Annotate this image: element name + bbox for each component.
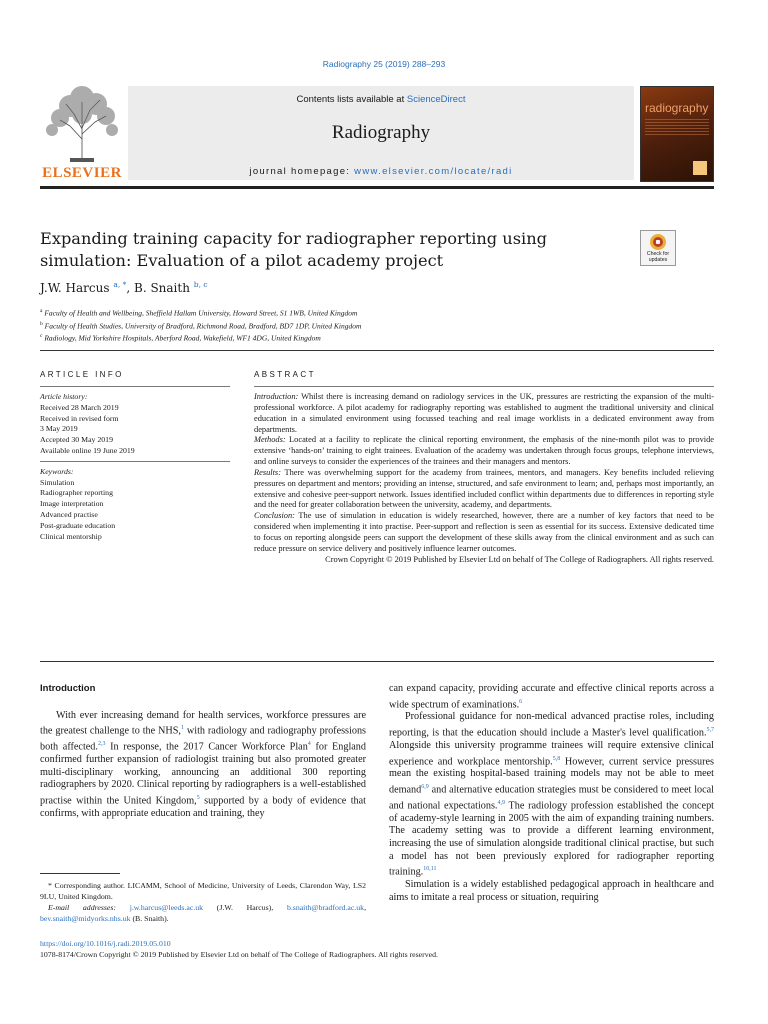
author-harcus-affil[interactable]: a, *: [113, 280, 127, 289]
footnote-divider: [40, 873, 120, 874]
history-item: Available online 19 June 2019: [40, 445, 135, 455]
article-history: [40, 386, 230, 457]
page-footer: [40, 938, 714, 960]
affiliation-b-text: Faculty of Health Studies, University of Bradford, Richmond Road, Bradford, BD7 1DP, United Kingdom: [44, 321, 362, 330]
reference-link[interactable]: 5,8: [552, 755, 561, 762]
check-for-updates-button[interactable]: [640, 230, 676, 266]
author-separator: ,: [126, 281, 134, 295]
journal-title: Radiography: [331, 122, 431, 143]
journal-cover-thumbnail[interactable]: [640, 86, 714, 182]
abstract-conclusion: [254, 511, 714, 554]
cover-text-lines: [645, 119, 709, 137]
affiliation-b-marker: b: [40, 320, 43, 327]
elsevier-tree-icon: [40, 84, 124, 164]
affiliation-b: [40, 319, 680, 332]
article-title: Expanding training capacity for radiographer reporting using simulation: Evaluation of a pilot academy project: [40, 229, 548, 270]
reference-link[interactable]: 6,9: [421, 784, 429, 790]
affiliation-c-text: Radiology, Mid Yorkshire Hospitals, Aberford Road, Wakefield, WF1 4DG, United Kingdom: [44, 333, 321, 343]
front-matter-divider: [40, 350, 714, 351]
text-run: for England confirmed further expansion of radiologist training but also promoted greater multi-disciplinary working, announcing an additional 300 reporting radiographers by 2020. Clinical reporting by radiographers is a well-established practise within the United Kingdom,: [40, 741, 366, 806]
body-column-right: [389, 683, 714, 904]
history-label: Article history:: [40, 392, 88, 401]
abstract-conclusion-text: The use of simulation in education is widely researched, however, there are a number of key factors that need to be considered when implementing it into practise. Peer-support and reflection is seen as essential for its success. Extensive dedicated time to focus on reporting alongside peers can support the development of these skills away from the clinical environment and as such can reduce pressure on service delivery and positively influence learner outcomes.: [254, 511, 714, 553]
affiliation-a-text: Faculty of Health and Wellbeing, Sheffield Hallam University, Howard Street, S1 1WB, United Kingdom: [44, 308, 358, 318]
body-column-left: [40, 683, 366, 820]
text-run: supported by a body of evidence that confirms, with appropriate education and training, they: [40, 795, 366, 819]
abstract-methods: [254, 435, 714, 468]
contents-line: [128, 94, 634, 105]
text-run: The radiology profession established the concept of academy-style learning in 2005 with the aim of expanding training numbers. The academy setting was to provide a different learning environment, increasing the use of simulation alongside traditional clinical practise, but such a model has not been previously explored for radiographer reporting training.: [389, 800, 714, 878]
body-paragraph: [389, 879, 714, 904]
body-paragraph: [40, 710, 366, 821]
text-run: However, current service pressures mean the existing hospital-based training models may not be able to meet demand: [389, 755, 714, 796]
reference-link[interactable]: 4,9: [497, 799, 505, 806]
text-run: and alternative education strategies must be considered to meet local and national expectations.: [389, 784, 714, 812]
author-snaith-affil[interactable]: b, c: [193, 280, 208, 289]
cover-badge-icon: [693, 161, 707, 175]
body-paragraph: [389, 683, 714, 711]
keyword-item: Radiographer reporting: [40, 488, 113, 498]
journal-banner: [128, 86, 634, 180]
crossmark-icon: [650, 234, 666, 250]
header-divider: [40, 186, 714, 189]
journal-citation[interactable]: Radiography 25 (2019) 288–293: [322, 59, 446, 69]
contents-prefix: Contents lists available at: [296, 94, 407, 105]
body-paragraph: [389, 711, 714, 879]
keyword-item: Image interpretation: [40, 499, 104, 509]
keyword-item: Simulation: [40, 477, 75, 487]
text-run: Simulation is a widely established pedagogical approach in healthcare and aims to imitate a real process or situation, requiring: [389, 879, 714, 903]
reference-link[interactable]: 1: [180, 725, 184, 732]
history-item: Received 28 March 2019: [40, 402, 119, 412]
abstract-copyright: Crown Copyright © 2019 Published by Elsevier Ltd on behalf of The College of Radiographers. All rights reserved.: [325, 554, 714, 564]
affiliations: [40, 306, 680, 344]
abstract-results-label: Results:: [254, 467, 281, 477]
affiliation-a: [40, 306, 680, 319]
keywords-label: Keywords:: [40, 466, 74, 476]
abstract-intro-text: Whilst there is increasing demand on radiology services in the UK, pressures are restricting the expansion of the multi-professional workforce. A pilot academy for radiography reporting was established to augment the traditional university and clinical education in a simulated environment using focussed teaching and real image worklists in a dedicated environment away from departments.: [254, 392, 714, 434]
affiliation-c: [40, 331, 680, 344]
affiliation-a-marker: a: [40, 308, 43, 314]
article-info-panel: [40, 370, 230, 542]
history-item: 3 May 2019: [40, 424, 78, 434]
doi-link[interactable]: https://doi.org/10.1016/j.radi.2019.05.010: [40, 939, 171, 948]
homepage-prefix: journal homepage:: [249, 166, 355, 177]
article-info-heading: ARTICLE INFO: [40, 370, 124, 379]
abstract-intro-label: Introduction:: [254, 392, 299, 401]
email-label: E-mail addresses:: [48, 903, 116, 912]
abstract-introduction: [254, 392, 714, 435]
abstract-conclusion-label: Conclusion:: [254, 511, 295, 521]
abstract-results: [254, 468, 714, 511]
cover-title: radiography: [645, 101, 709, 115]
abstract-body: [254, 386, 714, 566]
history-item: Accepted 30 May 2019: [40, 435, 113, 445]
abstract-methods-label: Methods:: [254, 435, 286, 445]
keyword-item: Post-graduate education: [40, 520, 116, 530]
keyword-item: Clinical mentorship: [40, 531, 102, 541]
footnote-corresponding: * Corresponding author. LICAMM, School of Medicine, University of Leeds, Clarendon Way, LS2 9LU, United Kingdom.: [40, 881, 366, 901]
email-owner: (J.W. Harcus),: [203, 903, 287, 912]
email-link-snaith-midyorks[interactable]: bev.snaith@midyorks.nhs.uk: [40, 914, 131, 923]
abstract-divider: [40, 661, 714, 662]
email-owner: (B. Snaith).: [130, 914, 169, 923]
reference-link[interactable]: 4: [307, 741, 311, 748]
history-item: Received in revised form: [40, 413, 119, 423]
keyword-item: Advanced practise: [40, 509, 98, 519]
homepage-line: [128, 166, 634, 177]
email-link-snaith-bradford[interactable]: b.snaith@bradford.ac.uk: [286, 903, 365, 912]
reference-link[interactable]: 2,3: [97, 741, 106, 748]
affiliation-c-marker: c: [40, 333, 43, 339]
elsevier-logo: [40, 84, 124, 184]
abstract-results-text: There was overwhelming support for the academy from trainees, mentors, and managers. Key benefits included relieving pressures on department and mentors; providing an intense, structured, and safe environment to learn; and, perhaps most importantly, an extensive and cohesive peer-support network. Issues identified included conflict within departments due to differences in reporting style and the need for greater collaboration between the university, academy, and departments.: [254, 467, 714, 510]
keywords: [40, 461, 230, 543]
check-for-updates-label: Check for updates: [646, 251, 670, 263]
sciencedirect-link[interactable]: ScienceDirect: [406, 94, 466, 105]
footnote-emails: [40, 902, 366, 924]
author-harcus[interactable]: J.W. Harcus: [40, 281, 110, 295]
abstract-heading: ABSTRACT: [254, 370, 316, 379]
reference-link[interactable]: 5,7: [706, 727, 714, 734]
elsevier-wordmark: ELSEVIER: [42, 165, 122, 181]
issn-copyright: 1078-8174/Crown Copyright © 2019 Published by Elsevier Ltd on behalf of The College of Radiographers. All rights reserved.: [40, 950, 438, 959]
author-snaith[interactable]: B. Snaith: [134, 281, 190, 295]
introduction-heading: Introduction: [40, 683, 96, 694]
reference-link[interactable]: 10,11: [423, 866, 437, 873]
reference-link[interactable]: 6: [519, 698, 523, 705]
text-run: In response, the 2017 Cancer Workforce Plan: [105, 741, 308, 753]
author-list: [40, 280, 208, 295]
reference-link[interactable]: 5: [196, 794, 200, 801]
text-run: can expand capacity, providing accurate and effective clinical reports across a wide spectrum of examinations.: [389, 683, 714, 710]
text-run: Alongside this university programme trainees will require extensive clinical experience and workplace mentorship.: [389, 739, 714, 767]
text-run: With ever increasing demand for health services, workforce pressures are the greatest challenge to the NHS,: [40, 709, 366, 737]
abstract-panel: [254, 370, 714, 566]
email-link-harcus[interactable]: j.w.harcus@leeds.ac.uk: [129, 903, 204, 912]
email-separator: ,: [364, 903, 367, 912]
homepage-link[interactable]: www.elsevier.com/locate/radi: [354, 166, 513, 177]
text-run: Professional guidance for non-medical advanced practise roles, including reporting, is that the education should include a Master's level qualification.: [389, 711, 714, 739]
corresponding-author-footnote: [40, 880, 366, 924]
journal-header: [40, 84, 714, 187]
abstract-methods-text: Located at a facility to replicate the clinical reporting environment, the emphasis of the nine-month pilot was to provide extensive ‘hands-on’ training to eight trainees. Evaluation of the academy was undertaken through focus groups, telephone interviews, and online surveys to consider the experiences of the trainees and their managers and mentors.: [254, 435, 714, 467]
text-run: with radiology and radiography professions both affected.: [40, 725, 366, 753]
